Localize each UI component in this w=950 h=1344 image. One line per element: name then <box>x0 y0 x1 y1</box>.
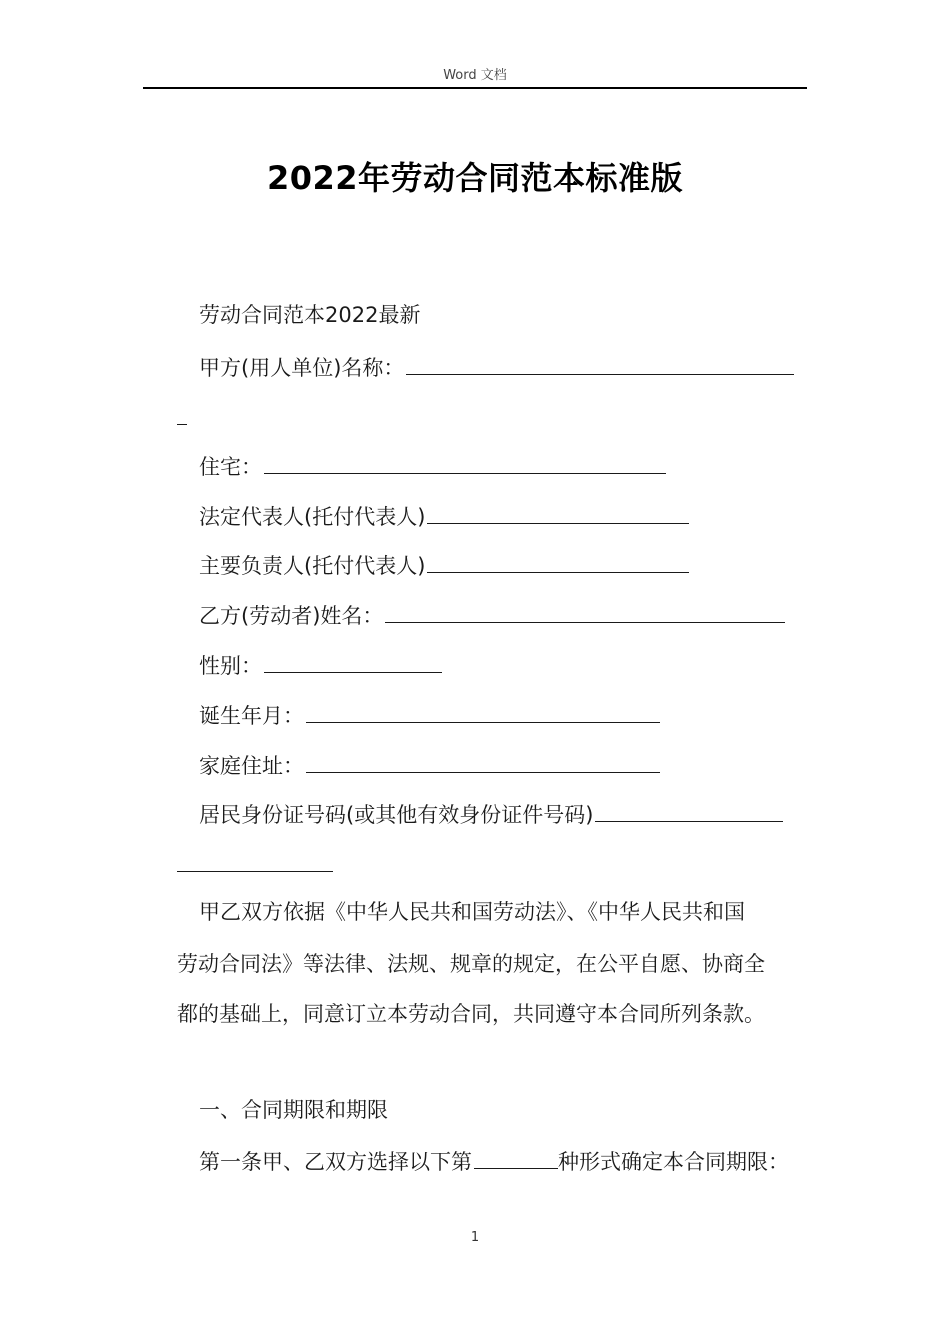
id-number-blank-tail <box>177 849 333 872</box>
party-a-name-label: 甲方(用人单位)名称： <box>199 356 405 380</box>
preamble-line-2: 劳动合同法》等法律、法规、规章的规定，在公平自愿、协商全 <box>177 952 765 976</box>
home-address-field <box>199 750 660 780</box>
id-number-blank-continued <box>177 849 333 879</box>
address-blank <box>264 451 666 474</box>
article-1-text-after: 种形式确定本合同期限： <box>558 1150 789 1174</box>
legal-rep-blank <box>427 501 689 524</box>
legal-rep-field <box>199 501 689 531</box>
home-address-label: 家庭住址： <box>199 754 304 778</box>
birth-blank <box>306 700 660 723</box>
gender-blank <box>264 650 442 673</box>
principal-label: 主要负责人(托付代表人) <box>199 554 426 578</box>
id-number-label: 居民身份证号码(或其他有效身份证件号码) <box>199 803 594 827</box>
party-b-name-blank <box>385 600 785 623</box>
section-1-heading: 一、合同期限和期限 <box>199 1098 388 1122</box>
birth-field <box>199 700 660 730</box>
party-b-name-label: 乙方(劳动者)姓名： <box>199 604 384 628</box>
id-number-field <box>199 799 783 829</box>
party-b-name-field <box>199 600 785 630</box>
document-title: 2022年劳动合同范本标准版 <box>266 159 684 197</box>
home-address-blank <box>306 750 660 773</box>
gender-label: 性别： <box>199 654 262 678</box>
preamble-line-3: 都的基础上，同意订立本劳动合同，共同遵守本合同所列条款。 <box>177 1002 765 1026</box>
principal-field <box>199 550 689 580</box>
article-1-blank <box>474 1146 558 1169</box>
party-a-name-blank-tail <box>177 402 187 425</box>
address-field <box>199 451 666 481</box>
id-number-blank <box>595 799 783 822</box>
party-a-name-blank <box>406 352 794 375</box>
page-number: 1 <box>470 1230 480 1245</box>
address-label: 住宅： <box>199 455 262 479</box>
subtitle: 劳动合同范本2022最新 <box>199 303 421 327</box>
page-header: Word 文档 <box>443 68 507 83</box>
article-1-text-before: 第一条甲、乙双方选择以下第 <box>199 1150 472 1174</box>
principal-blank <box>427 550 689 573</box>
preamble-line-1: 甲乙双方依据《中华人民共和国劳动法》、《中华人民共和国 <box>199 900 745 924</box>
legal-rep-label: 法定代表人(托付代表人) <box>199 505 426 529</box>
party-a-name-blank-continued <box>177 402 187 432</box>
gender-field <box>199 650 442 680</box>
header-rule <box>143 87 807 89</box>
party-a-name-field <box>199 352 794 382</box>
birth-label: 诞生年月： <box>199 704 304 728</box>
article-1 <box>199 1146 789 1176</box>
